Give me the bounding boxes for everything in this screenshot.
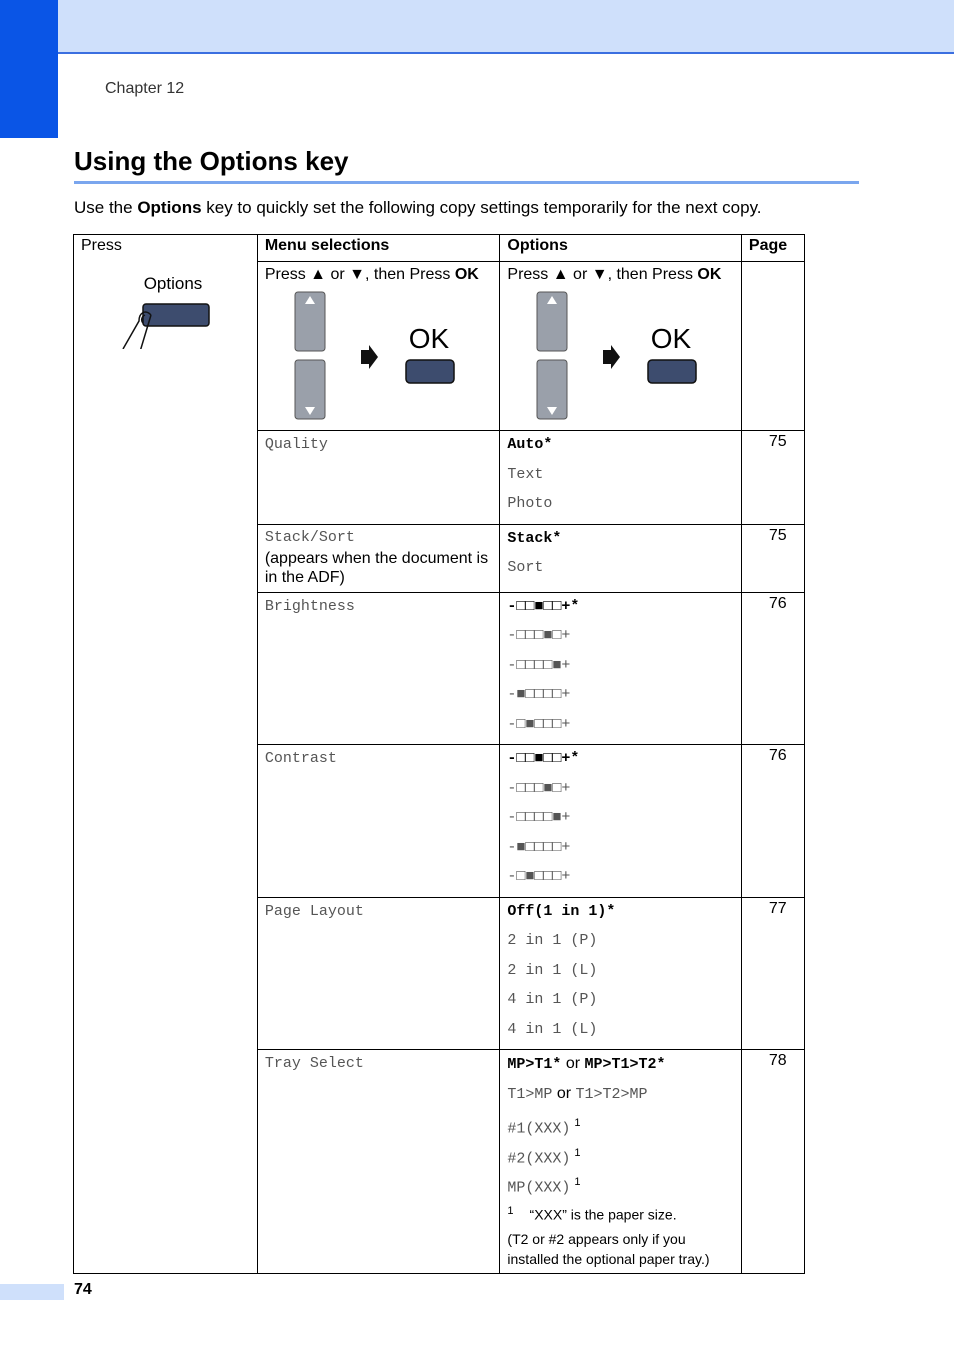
footer-band <box>0 1284 64 1300</box>
option-item: -□□□□■+ <box>507 656 571 674</box>
svg-text:OK: OK <box>408 323 450 354</box>
footnote: $^1$ “XXX” is the paper size. <box>507 1204 677 1223</box>
menu-cell <box>257 897 500 1050</box>
header-page: Page <box>741 235 804 262</box>
chapter-tab <box>0 0 58 138</box>
options-cell <box>500 431 741 525</box>
title-rule <box>74 181 859 184</box>
option-item: -□■□□□+ <box>507 715 571 733</box>
arrow-ok-icon <box>265 290 470 425</box>
options-cell <box>500 592 741 745</box>
page-cell: 78 <box>741 1050 804 1274</box>
press-column <box>74 235 258 1274</box>
header-options: Options <box>500 235 741 262</box>
option-item: -□□■□□+* <box>507 750 580 767</box>
option-item: -□□■□□+* <box>507 597 580 615</box>
option-item: Text <box>507 465 544 483</box>
page-cell: 76 <box>741 592 804 745</box>
header-menu: Menu selections <box>257 235 500 262</box>
options-key-icon <box>81 259 241 349</box>
options-cell <box>500 745 741 898</box>
page-title: Using the Options key <box>74 146 349 176</box>
menu-item: Page Layout <box>264 902 364 920</box>
option-item: Off(1 in 1)* <box>507 902 616 920</box>
option-item: -□□□■□+ <box>507 627 571 644</box>
options-key-label: Options <box>143 274 203 293</box>
option-item: -■□□□□+ <box>507 686 571 703</box>
table-header-row <box>74 235 805 262</box>
tray-option-alt: T1>MP or T1>T2>MP <box>507 1084 648 1103</box>
menu-note: (appears when the document is in the ADF) <box>264 549 489 586</box>
tray-note: (T2 or #2 appears only if you installed the optional paper tray.) <box>507 1231 710 1268</box>
menu-cell <box>257 592 500 745</box>
option-item: 4 in 1 (P) <box>507 991 598 1008</box>
menu-cell <box>257 431 500 525</box>
option-item: Auto* <box>507 436 553 453</box>
option-item: -■□□□□+ <box>507 838 571 856</box>
intro-key: Options <box>137 198 202 217</box>
svg-text:OK: OK <box>651 323 692 354</box>
menu-cell <box>257 1050 500 1274</box>
arrow-ok-icon <box>507 290 712 425</box>
options-cell <box>500 897 741 1050</box>
tray-option-default: MP>T1* or MP>T1>T2* <box>507 1055 666 1073</box>
menu-cell <box>257 524 500 592</box>
option-item: -□□□■□+ <box>507 779 571 797</box>
press-label: Press <box>81 237 122 254</box>
menu-cell <box>257 745 500 898</box>
page-cell: 77 <box>741 897 804 1050</box>
option-item: -□■□□□+ <box>507 868 571 885</box>
option-item: 2 in 1 (P) <box>507 932 598 949</box>
menu-instruction: Press ▲ or ▼, then Press OK <box>264 266 479 283</box>
menu-item: Stack/Sort <box>264 528 355 546</box>
option-item: MP(XXX) $^1$ <box>507 1176 581 1197</box>
option-item: #1(XXX) $^1$ <box>507 1117 581 1138</box>
intro-before: Use the <box>74 198 138 217</box>
options-table <box>73 234 805 1274</box>
menu-item: Tray Select <box>264 1055 364 1072</box>
menu-item: Quality <box>264 436 328 453</box>
options-cell <box>500 524 741 592</box>
menu-item: Brightness <box>264 597 355 615</box>
options-cell <box>500 1050 741 1274</box>
option-item: 4 in 1 (L) <box>507 1020 598 1038</box>
options-instruction-cell <box>500 262 741 431</box>
page-cell: 75 <box>741 431 804 525</box>
option-item: 2 in 1 (L) <box>507 961 598 979</box>
options-instruction: Press ▲ or ▼, then Press OK <box>507 266 722 283</box>
option-item: #2(XXX) $^1$ <box>507 1146 581 1167</box>
option-item: Photo <box>507 495 553 512</box>
menu-item: Contrast <box>264 750 337 767</box>
intro-after: key to quickly set the following copy settings temporarily for the next copy. <box>201 198 762 217</box>
page-cell: 75 <box>741 524 804 592</box>
page-number: 74 <box>74 1281 92 1298</box>
header-band <box>58 0 954 54</box>
instruction-page-cell <box>741 262 804 431</box>
chapter-label: Chapter 12 <box>105 80 185 97</box>
page-cell: 76 <box>741 745 804 898</box>
option-item: Stack* <box>507 529 562 547</box>
option-item: -□□□□■+ <box>507 809 571 826</box>
option-item: Sort <box>507 559 544 576</box>
menu-instruction-cell <box>257 262 500 431</box>
intro-text <box>74 198 762 218</box>
